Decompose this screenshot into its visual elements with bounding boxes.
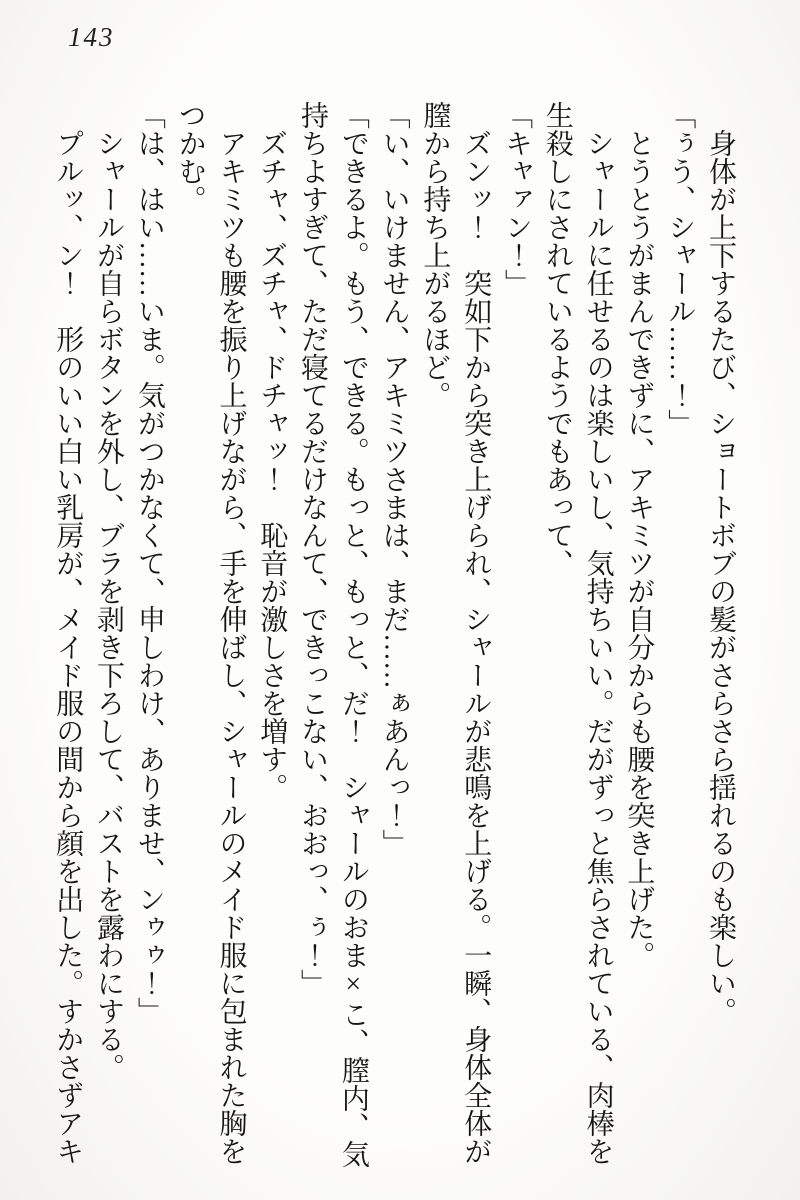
- text-line: アキミツも腰を振り上げながら、手を伸ばし、シャールのメイド服に包まれた胸を: [215, 129, 247, 1165]
- text-line: 「い、いけません、アキミツさまは、まだ……ぁあんっ！」: [378, 101, 410, 857]
- vertical-text-block: [46, 101, 740, 1173]
- text-line: ズンッ！ 突如下から突き上げられ、シャールが悲鳴を上げる。一瞬、身体全体が: [460, 129, 492, 1165]
- text-line: シャールに任せるのは楽しいし、気持ちいい。だがずっと焦らされている、肉棒を: [582, 129, 614, 1165]
- text-line: 持ちよすぎて、ただ寝てるだけなんて、できっこない、おおっ、ぅ！」: [297, 101, 329, 997]
- text-line: 生殺しにされているようでもあって、: [541, 101, 573, 577]
- text-line: 「できるよ。もう、できる。もっと、もっと、だ！ シャールのおま×こ、膣内、気: [337, 101, 369, 1168]
- text-line: 「は、はい……いま。気がつかなくて、申しわけ、ありませ、ンゥゥ！」: [133, 101, 165, 1025]
- text-line: 「ぅう、シャール……！」: [664, 101, 696, 437]
- text-line: シャールが自らボタンを外し、ブラを剥き下ろして、バストを露わにする。: [93, 129, 125, 1081]
- text-line: 膣から持ち上がるほど。: [419, 101, 451, 409]
- text-line: 身体が上下するたび、ショートボブの髪がさらさら揺れるのも楽しい。: [705, 129, 736, 1025]
- page-number: 143: [68, 22, 115, 52]
- text-line: とうとうがまんできずに、アキミツが自分からも腰を突き上げた。: [623, 129, 655, 969]
- text-line: ズチャ、ズチャ、ドチャッ！ 恥音が激しさを増す。: [256, 129, 288, 801]
- text-line: プルッ、ン！ 形のいい白い乳房が、メイド服の間から顔を出した。すかさずアキ: [52, 129, 84, 1165]
- text-line: つかむ。: [174, 101, 206, 213]
- text-line: 「キャァン！」: [501, 101, 533, 297]
